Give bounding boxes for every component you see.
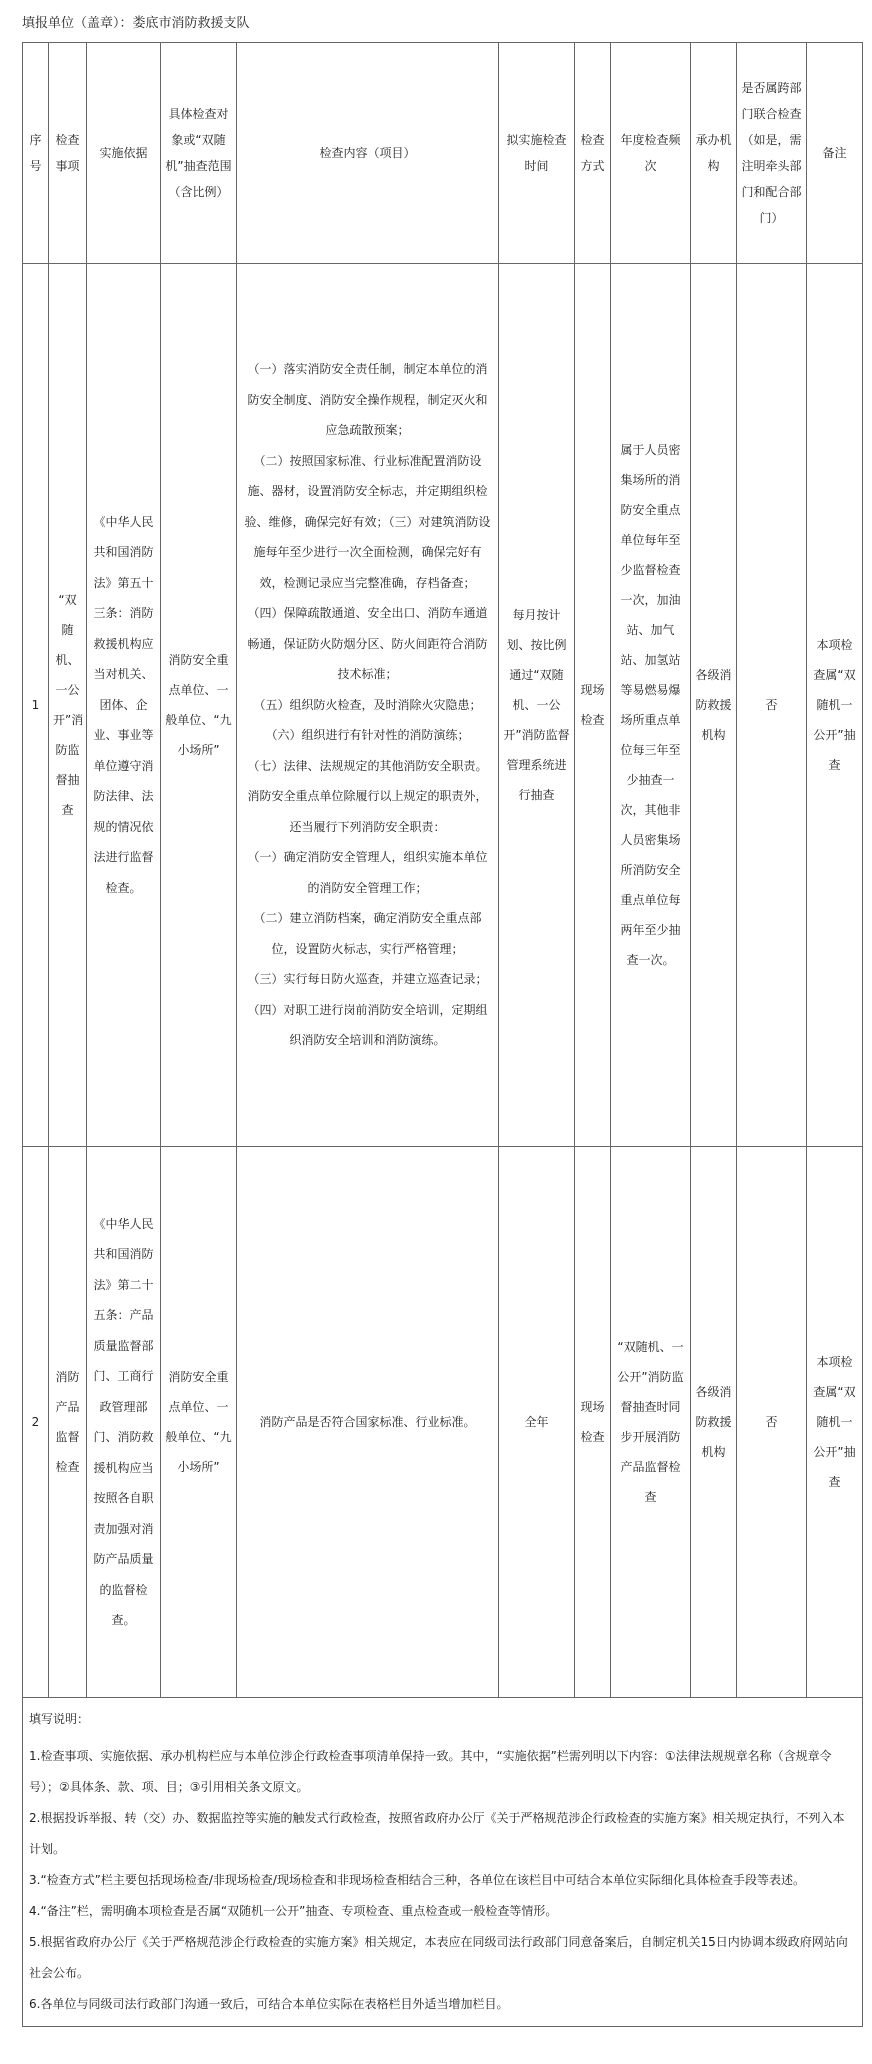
note-item: 1.检查事项、实施依据、承办机构栏应与本单位涉企行政检查事项清单保持一致。其中，“实施依据”栏需列明以下内容：①法律法规规章名称（含规章令号）；②具体条、款、项、目；③引用相关条文原文。 xyxy=(29,1749,832,1794)
inspection-plan-table xyxy=(22,42,863,2027)
content-paragraph: （二）建立消防档案，确定消防安全重点部位，设置防火标志，实行严格管理； xyxy=(253,911,482,956)
col-header-object: 具体检查对象或“双随机”抽查范围（含比例） xyxy=(161,43,237,264)
col-header-item: 检查事项 xyxy=(49,43,87,264)
note-item: 6.各单位与同级司法行政部门沟通一致后，可结合本单位实际在表格栏目外适当增加栏目。 xyxy=(29,1997,509,2011)
table-header-row xyxy=(23,43,863,264)
cell-seq: 2 xyxy=(23,1147,49,1698)
cell-item: “双随机、一公开”消防监督抽查 xyxy=(49,264,87,1147)
notes-title: 填写说明： xyxy=(29,1712,90,1726)
cell-content xyxy=(237,1147,499,1698)
col-header-basis: 实施依据 xyxy=(87,43,161,264)
cell-item: 消防产品监督检查 xyxy=(49,1147,87,1698)
filling-instructions xyxy=(23,1698,863,2027)
col-header-method: 检查方式 xyxy=(575,43,611,264)
table-row xyxy=(23,1147,863,1698)
cell-frequency: “双随机、一公开”消防监督抽查时同步开展消防产品监督检查 xyxy=(611,1147,691,1698)
content-paragraph: （七）法律、法规规定的其他消防安全职责。 xyxy=(247,758,488,773)
content-paragraph: （一）落实消防安全责任制，制定本单位的消防安全制度、消防安全操作规程，制定灭火和应急疏散预案； xyxy=(247,362,488,438)
table-row xyxy=(23,264,863,1147)
content-paragraph: 消防产品是否符合国家标准、行业标准。 xyxy=(259,1414,476,1429)
content-paragraph: （四）保障疏散通道、安全出口、消防车通道畅通，保证防火防烟分区、防火间距符合消防技术标准； xyxy=(247,606,488,682)
col-header-content: 检查内容（项目） xyxy=(237,43,499,264)
cell-method: 现场检查 xyxy=(575,264,611,1147)
cell-basis: 《中华人民共和国消防法》第二十五条：产品质量监督部门、工商行政管理部门、消防救援机构应当按照各自职责加强对消防产品质量的监督检查。 xyxy=(87,1147,161,1698)
col-header-seq: 序号 xyxy=(23,43,49,264)
cell-time: 每月按计划、按比例通过“双随机、一公开”消防监督管理系统进行抽查 xyxy=(499,264,575,1147)
content-paragraph: （二）按照国家标准、行业标准配置消防设施、器材，设置消防安全标志，并定期组织检验、维修，确保完好有效；（三）对建筑消防设施每年至少进行一次全面检测，确保完好有效，检测记录应当完整准确，存档备查； xyxy=(244,453,491,590)
filling-unit-label: 填报单位（盖章）：娄底市消防救援支队 xyxy=(22,16,250,31)
content-paragraph: （一）确定消防安全管理人，组织实施本单位的消防安全管理工作； xyxy=(247,850,488,895)
content-paragraph: （六）组织进行有针对性的消防演练； xyxy=(265,728,470,743)
cell-remark: 本项检查属“双随机一公开”抽查 xyxy=(807,1147,863,1698)
note-item: 4.“备注”栏，需明确本项检查是否属“双随机一公开”抽查、专项检查、重点检查或一般检查等情形。 xyxy=(29,1904,558,1918)
col-header-joint: 是否属跨部门联合检查（如是，需注明牵头部门和配合部门） xyxy=(737,43,807,264)
cell-joint: 否 xyxy=(737,1147,807,1698)
col-header-frequency: 年度检查频次 xyxy=(611,43,691,264)
cell-seq: 1 xyxy=(23,264,49,1147)
content-paragraph: （五）组织防火检查，及时消除火灾隐患； xyxy=(253,697,482,712)
cell-agency: 各级消防救援机构 xyxy=(691,264,737,1147)
cell-basis: 《中华人民共和国消防法》第五十三条：消防救援机构应当对机关、团体、企业、事业等单位遵守消防法律、法规的情况依法进行监督检查。 xyxy=(87,264,161,1147)
content-paragraph: 消防安全重点单位除履行以上规定的职责外，还当履行下列消防安全职责： xyxy=(247,789,488,834)
cell-object: 消防安全重点单位、一般单位、“九小场所” xyxy=(161,264,237,1147)
col-header-agency: 承办机构 xyxy=(691,43,737,264)
note-item: 5.根据省政府办公厅《关于严格规范涉企行政检查的实施方案》相关规定，本表应在同级司法行政部门同意备案后，自制定机关15日内协调本级政府网站向社会公布。 xyxy=(29,1935,848,1980)
cell-method: 现场检查 xyxy=(575,1147,611,1698)
note-item: 3.“检查方式”栏主要包括现场检查/非现场检查/现场检查和非现场检查相结合三种，各单位在该栏目中可结合本单位实际细化具体检查手段等表述。 xyxy=(29,1873,805,1887)
content-paragraph: （三）实行每日防火巡查，并建立巡查记录； xyxy=(247,972,488,987)
cell-remark: 本项检查属“双随机一公开”抽查 xyxy=(807,264,863,1147)
cell-object: 消防安全重点单位、一般单位、“九小场所” xyxy=(161,1147,237,1698)
col-header-remark: 备注 xyxy=(807,43,863,264)
notes-row xyxy=(23,1698,863,2027)
cell-frequency: 属于人员密集场所的消防安全重点单位每年至少监督检查一次，加油站、加气站、加氢站等易燃易爆场所重点单位每三年至少抽查一次，其他非人员密集场所消防安全重点单位每两年至少抽查一次。 xyxy=(611,264,691,1147)
cell-time: 全年 xyxy=(499,1147,575,1698)
col-header-time: 拟实施检查时间 xyxy=(499,43,575,264)
cell-content xyxy=(237,264,499,1147)
content-paragraph: （四）对职工进行岗前消防安全培训，定期组织消防安全培训和消防演练。 xyxy=(247,1002,488,1048)
cell-agency: 各级消防救援机构 xyxy=(691,1147,737,1698)
cell-joint: 否 xyxy=(737,264,807,1147)
note-item: 2.根据投诉举报、转（交）办、数据监控等实施的触发式行政检查，按照省政府办公厅《关于严格规范涉企行政检查的实施方案》相关规定执行，不列入本计划。 xyxy=(29,1811,845,1856)
